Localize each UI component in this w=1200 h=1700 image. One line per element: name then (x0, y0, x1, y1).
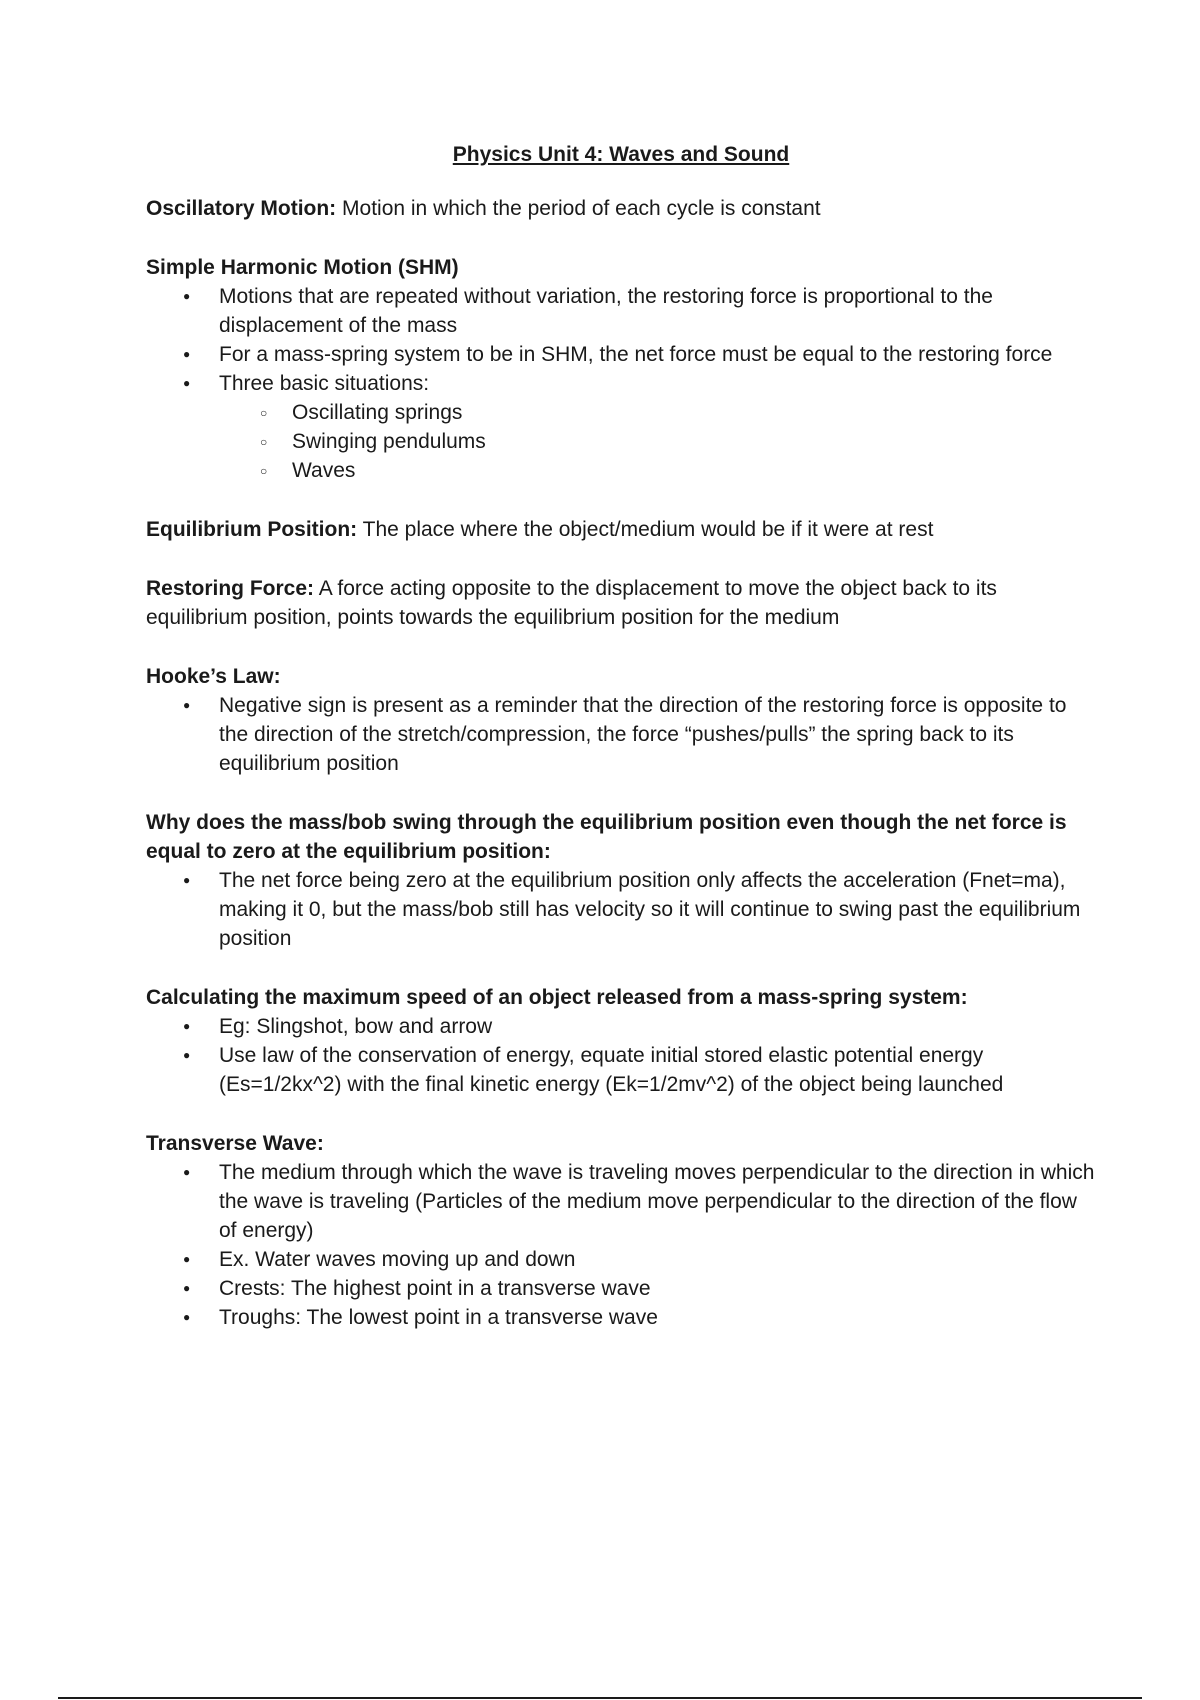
equilibrium-position-definition (146, 515, 1096, 544)
bullet-list (146, 1012, 1096, 1099)
hookes-law-section (146, 662, 1096, 778)
list-item: ● Troughs: The lowest point in a transverse wave (219, 1303, 1096, 1332)
definition-term: Equilibrium Position: (146, 518, 358, 541)
section-heading: Calculating the maximum speed of an object released from a mass-spring system: (146, 986, 968, 1009)
bullet-list (146, 691, 1096, 778)
list-item-text: Three basic situations: (219, 372, 430, 395)
list-item (219, 369, 1096, 485)
definition-text: Motion in which the period of each cycle is constant (336, 197, 821, 220)
definition-text: The place where the object/medium would be if it were at rest (357, 518, 934, 541)
bullet-list (146, 866, 1096, 953)
definition-term: Oscillatory Motion: (146, 197, 337, 220)
document-page (146, 140, 1096, 1362)
sub-list-item: ○ Swinging pendulums (292, 427, 1096, 456)
list-item: ● Motions that are repeated without variation, the restoring force is proportional to the displacement of the mass (219, 282, 1096, 340)
section-heading: Hooke’s Law: (146, 665, 281, 688)
section-heading: Why does the mass/bob swing through the equilibrium position even though the net force is equal to zero at the equilibrium position: (146, 811, 1067, 863)
page-bottom-rule (58, 1697, 1142, 1699)
list-item: ● The net force being zero at the equilibrium position only affects the acceleration (Fnet=ma), making it 0, but the mass/bob still has velocity so it will continue to swing past the equilibrium position (219, 866, 1096, 953)
sub-list-item: ○ Waves (292, 456, 1096, 485)
max-speed-section (146, 983, 1096, 1099)
bullet-list (146, 282, 1096, 485)
sub-bullet-list (219, 398, 1096, 485)
definition-term: Restoring Force: (146, 577, 315, 600)
equilibrium-swing-section (146, 808, 1096, 953)
list-item: ● Negative sign is present as a reminder that the direction of the restoring force is opposite to the direction of the stretch/compression, the force “pushes/pulls” the spring back to its equilibrium position (219, 691, 1096, 778)
list-item: ● Eg: Slingshot, bow and arrow (219, 1012, 1096, 1041)
section-heading: Simple Harmonic Motion (SHM) (146, 256, 459, 279)
transverse-wave-section (146, 1129, 1096, 1332)
section-heading: Transverse Wave: (146, 1132, 324, 1155)
list-item: ● Ex. Water waves moving up and down (219, 1245, 1096, 1274)
list-item: ● For a mass-spring system to be in SHM, the net force must be equal to the restoring force (219, 340, 1096, 369)
restoring-force-definition (146, 574, 1096, 632)
bullet-list (146, 1158, 1096, 1332)
sub-list-item: ○ Oscillating springs (292, 398, 1096, 427)
definition-text: A force acting opposite to the displacement to move the object back to its equilibrium position, points towards the equilibrium position for the medium (146, 577, 997, 629)
document-title: Physics Unit 4: Waves and Sound (452, 143, 790, 166)
list-item: ● Use law of the conservation of energy, equate initial stored elastic potential energy (Es=1/2kx^2) with the final kinetic energy (Ek=1/2mv^2) of the object being launched (219, 1041, 1096, 1099)
list-item: ● The medium through which the wave is traveling moves perpendicular to the direction in which the wave is traveling (Particles of the medium move perpendicular to the direction of the flow of energy) (219, 1158, 1096, 1245)
shm-section (146, 253, 1096, 485)
list-item: ● Crests: The highest point in a transverse wave (219, 1274, 1096, 1303)
oscillatory-motion-definition (146, 194, 1096, 223)
